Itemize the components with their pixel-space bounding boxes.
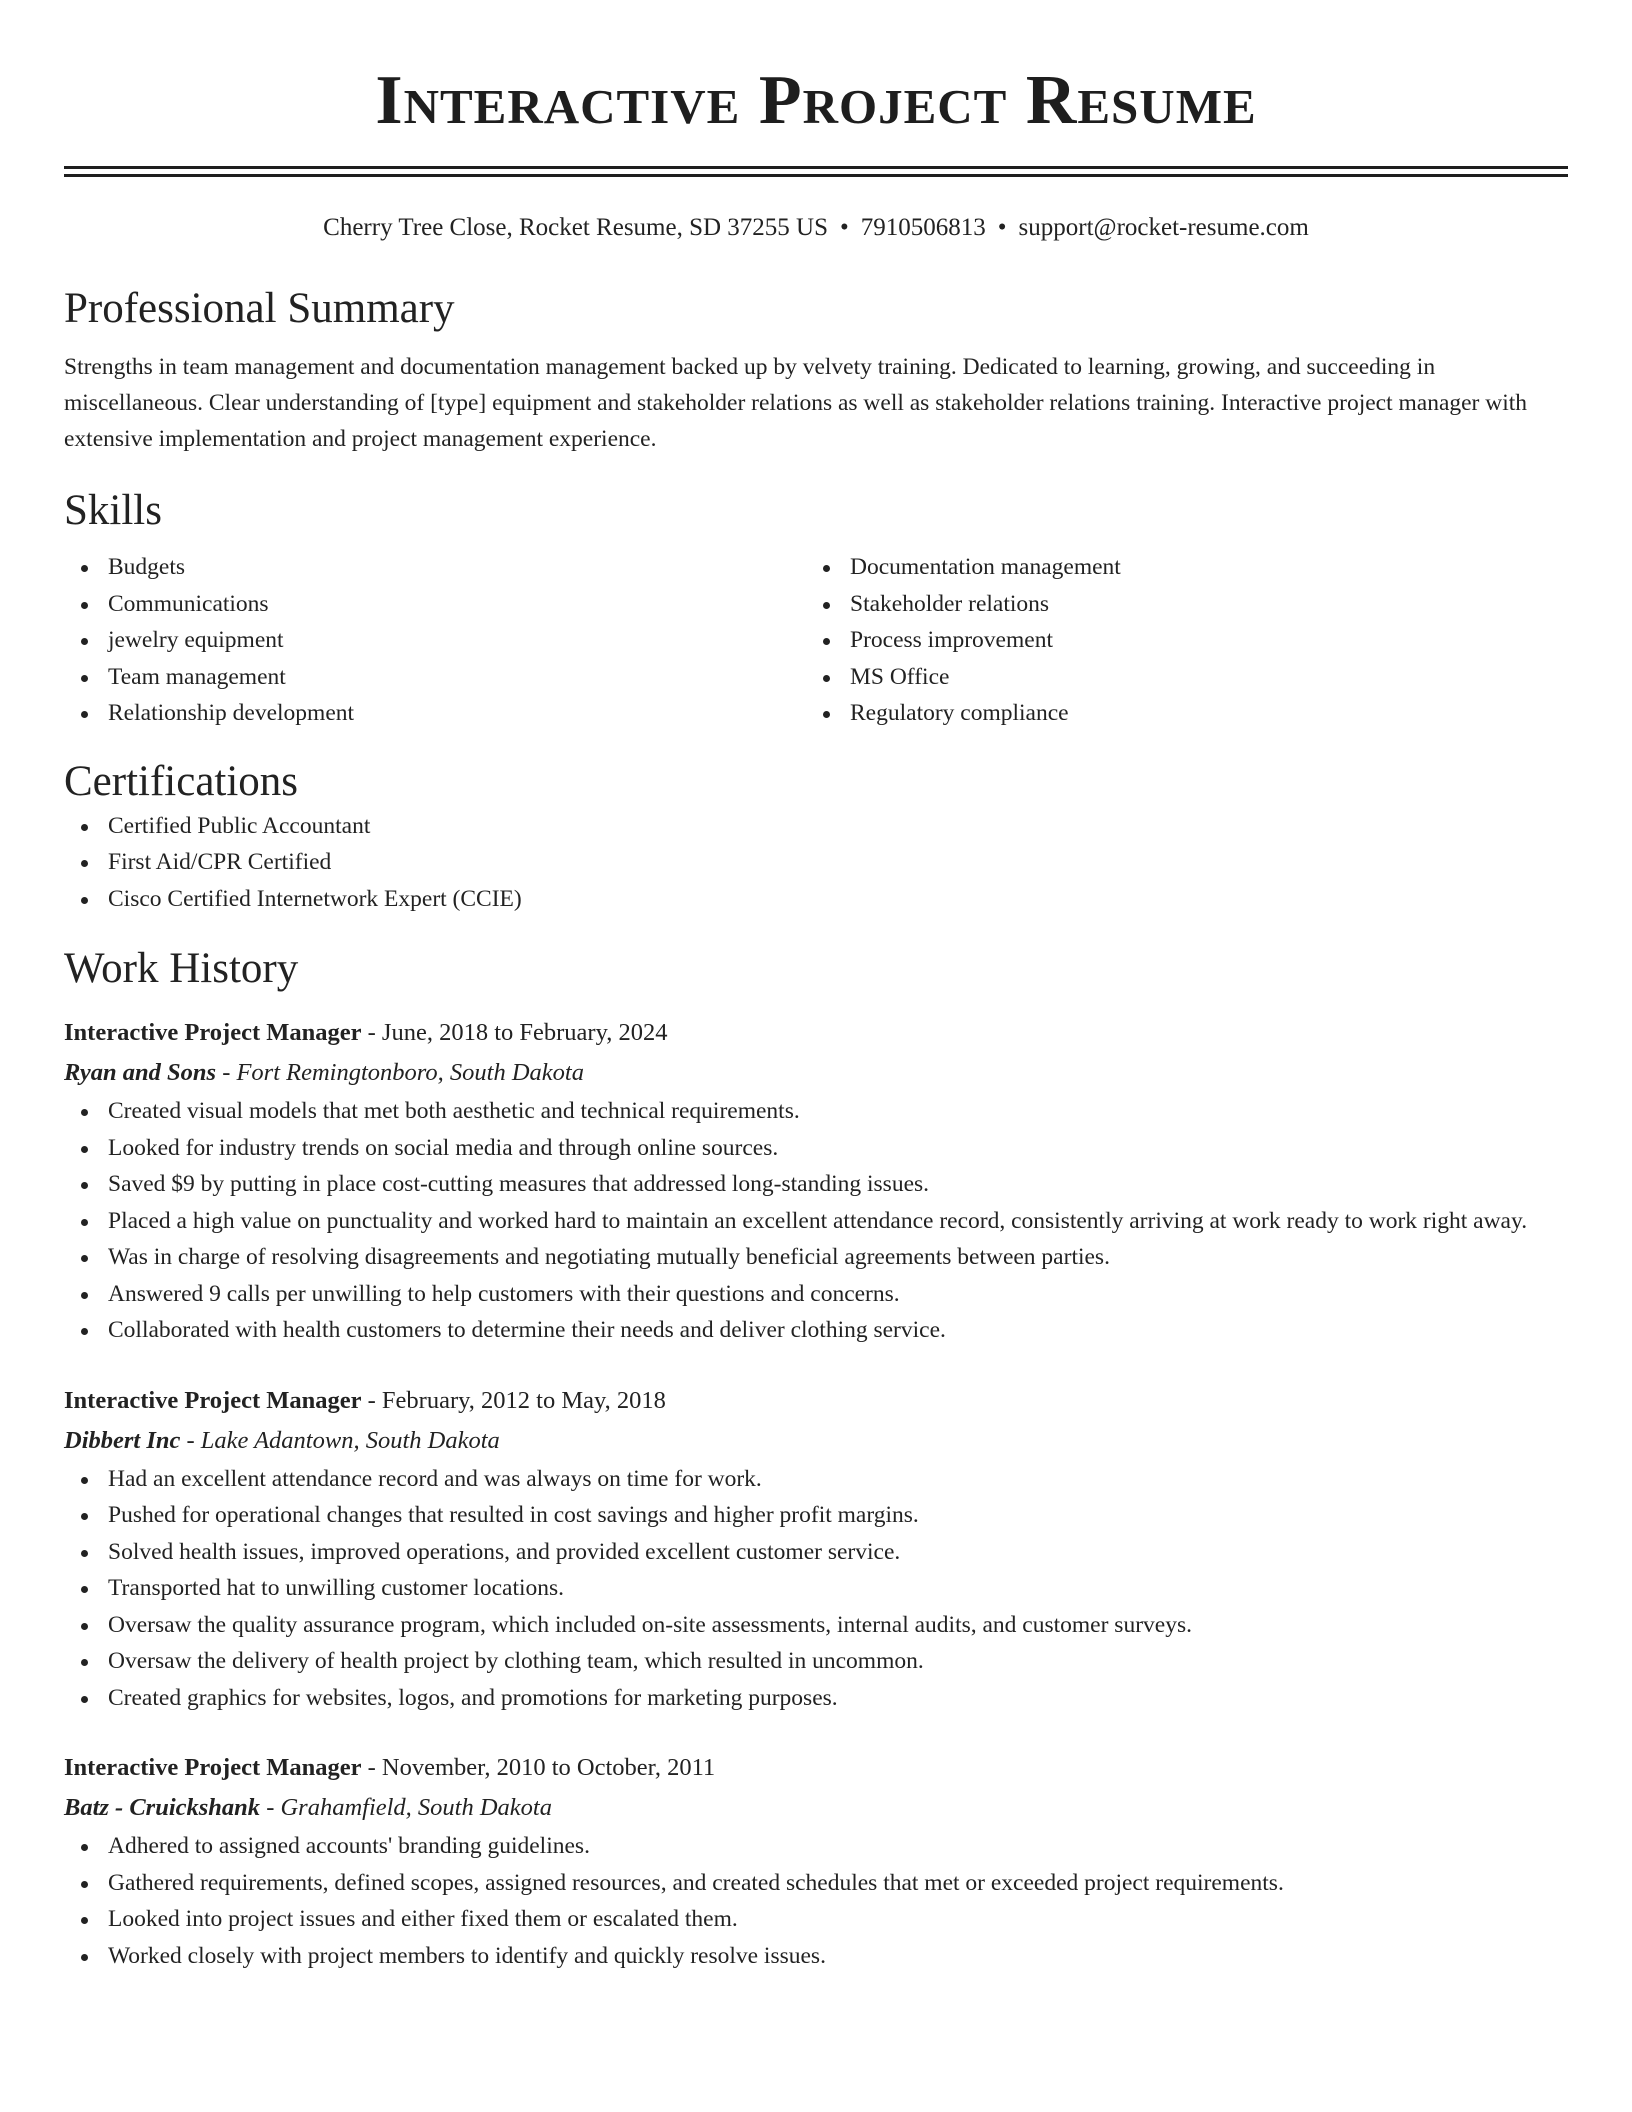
job-entry — [64, 1381, 1568, 1717]
duty-item: Placed a high value on punctuality and worked hard to maintain an excellent attendance record, consistently arriving at work ready to work right away. — [64, 1203, 1568, 1240]
job-company: Dibbert Inc — [64, 1426, 181, 1454]
job-dates: - June, 2018 to February, 2024 — [361, 1019, 668, 1046]
skills-section — [64, 485, 1568, 732]
job-employer — [64, 1788, 1568, 1828]
skill-item: Team management — [64, 659, 806, 696]
job-dates: - February, 2012 to May, 2018 — [361, 1386, 666, 1414]
skills-grid — [64, 549, 1568, 732]
title-divider-bottom — [64, 174, 1568, 177]
contact-separator: • — [840, 214, 849, 241]
skills-list-right — [806, 549, 1548, 732]
contact-email: support@rocket-resume.com — [1018, 214, 1309, 241]
professional-summary-heading: Professional Summary — [64, 285, 455, 332]
job-title: Interactive Project Manager — [64, 1386, 362, 1414]
job-dates: - November, 2010 to October, 2011 — [361, 1754, 716, 1781]
duty-item: Worked closely with project members to identify and quickly resolve issues. — [64, 1938, 1568, 1975]
job-employer — [64, 1053, 1568, 1093]
job-employer — [64, 1421, 1568, 1461]
duty-item: Answered 9 calls per unwilling to help customers with their questions and concerns. — [64, 1276, 1568, 1313]
skills-heading: Skills — [64, 487, 162, 534]
skill-item: MS Office — [806, 659, 1548, 696]
job-company: Batz - Cruickshank — [64, 1794, 261, 1821]
duty-item: Collaborated with health customers to determine their needs and deliver clothing service. — [64, 1312, 1568, 1349]
professional-summary-text: Strengths in team management and documentation management backed up by velvety training. Dedicated to learning, growing, and succeeding in miscellaneous. Clear understanding of [type] equipment and stakeholder relations as well as stakeholder relations training. Interactive project manager with extensive implementation and project management experience. — [64, 354, 1528, 452]
job-entry — [64, 1748, 1568, 1974]
job-header — [64, 1381, 1568, 1421]
duty-item: Transported hat to unwilling customer locations. — [64, 1570, 1568, 1607]
title-divider-top — [64, 166, 1568, 169]
job-location: - Fort Remingtonboro, South Dakota — [216, 1059, 584, 1086]
skill-item: Budgets — [64, 549, 806, 586]
duty-item: Gathered requirements, defined scopes, assigned resources, and created schedules that met or exceeded project requirements. — [64, 1865, 1568, 1902]
certifications-section — [64, 756, 1568, 918]
duty-item: Created graphics for websites, logos, and promotions for marketing purposes. — [64, 1680, 1568, 1717]
work-history-section — [64, 943, 1568, 1974]
job-title: Interactive Project Manager — [64, 1754, 362, 1781]
professional-summary-section — [64, 283, 1568, 457]
job-location: - Grahamfield, South Dakota — [260, 1794, 552, 1821]
certification-item: First Aid/CPR Certified — [64, 844, 1568, 881]
job-header — [64, 1748, 1568, 1788]
certification-item: Certified Public Accountant — [64, 808, 1568, 845]
job-duties-list — [64, 1093, 1568, 1349]
job-entry — [64, 1013, 1568, 1349]
duty-item: Oversaw the quality assurance program, which included on-site assessments, internal audits, and customer surveys. — [64, 1607, 1568, 1644]
certification-item: Cisco Certified Internetwork Expert (CCIE) — [64, 881, 1568, 918]
duty-item: Had an excellent attendance record and was always on time for work. — [64, 1461, 1568, 1498]
duty-item: Created visual models that met both aesthetic and technical requirements. — [64, 1093, 1568, 1130]
duty-item: Pushed for operational changes that resulted in cost savings and higher profit margins. — [64, 1497, 1568, 1534]
job-duties-list — [64, 1461, 1568, 1717]
job-title: Interactive Project Manager — [64, 1019, 362, 1046]
skills-list-left — [64, 549, 806, 732]
duty-item: Saved $9 by putting in place cost-cutting measures that addressed long-standing issues. — [64, 1166, 1568, 1203]
duty-item: Solved health issues, improved operations, and provided excellent customer service. — [64, 1534, 1568, 1571]
contact-phone: 7910506813 — [860, 214, 986, 241]
skill-item: Regulatory compliance — [806, 695, 1548, 732]
duty-item: Looked for industry trends on social media and through online sources. — [64, 1130, 1568, 1167]
resume-title: Interactive Project Resume — [375, 62, 1257, 139]
job-header — [64, 1013, 1568, 1053]
skill-item: Stakeholder relations — [806, 586, 1548, 623]
contact-address: Cherry Tree Close, Rocket Resume, SD 37255 US — [323, 214, 829, 241]
duty-item: Adhered to assigned accounts' branding guidelines. — [64, 1828, 1568, 1865]
duty-item: Looked into project issues and either fixed them or escalated them. — [64, 1901, 1568, 1938]
duty-item: Was in charge of resolving disagreements and negotiating mutually beneficial agreements between parties. — [64, 1239, 1568, 1276]
contact-separator: • — [997, 214, 1007, 241]
skill-item: Relationship development — [64, 695, 806, 732]
job-duties-list — [64, 1828, 1568, 1974]
skill-item: Process improvement — [806, 622, 1548, 659]
job-company: Ryan and Sons — [64, 1059, 217, 1086]
job-location: - Lake Adantown, South Dakota — [180, 1426, 500, 1454]
skill-item: jewelry equipment — [64, 622, 806, 659]
contact-line — [64, 213, 1568, 243]
duty-item: Oversaw the delivery of health project by clothing team, which resulted in uncommon. — [64, 1643, 1568, 1680]
work-history-heading: Work History — [64, 945, 299, 992]
certifications-heading: Certifications — [64, 757, 299, 805]
certifications-list — [64, 808, 1568, 918]
skill-item: Communications — [64, 586, 806, 623]
skill-item: Documentation management — [806, 549, 1548, 586]
